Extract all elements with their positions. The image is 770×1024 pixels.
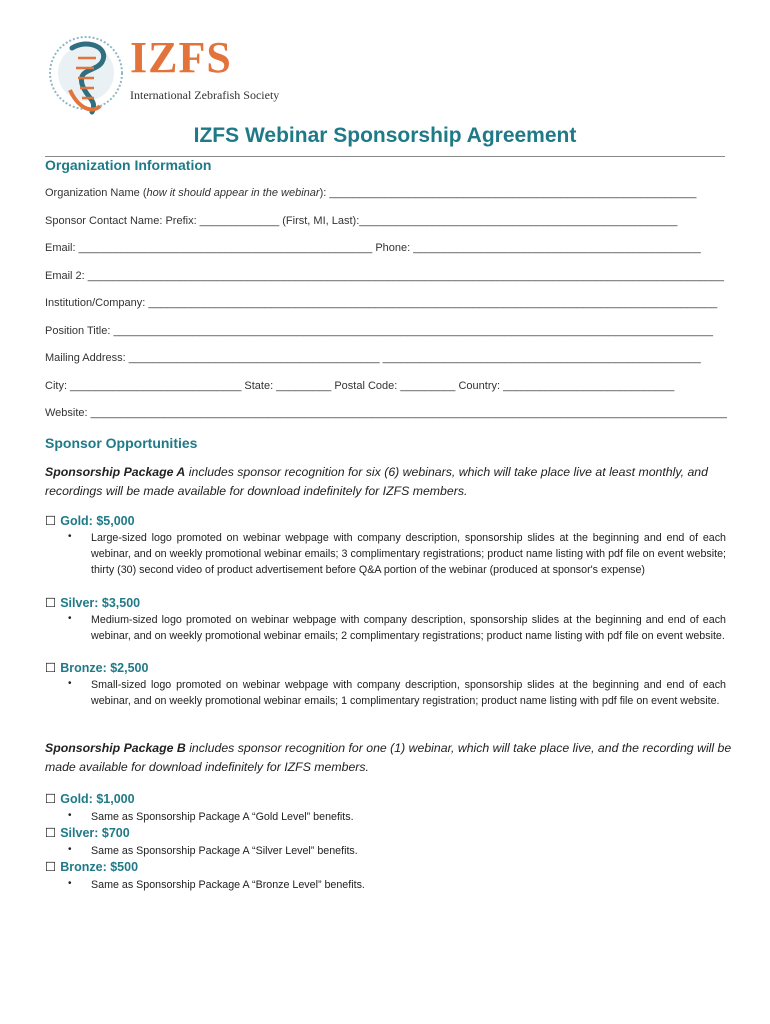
- bullet-icon: •: [68, 810, 72, 821]
- mailing-address-field[interactable]: Mailing Address: _________________________________________ ____________________________________________________: [45, 352, 701, 364]
- package-a-gold-option[interactable]: ☐ Gold: $5,000: [45, 514, 135, 528]
- checkbox-icon[interactable]: ☐: [45, 826, 57, 840]
- bullet-icon: •: [68, 878, 72, 889]
- package-b-silver-option[interactable]: ☐ Silver: $700: [45, 826, 130, 840]
- section-divider: [45, 156, 725, 157]
- opportunities-heading: Sponsor Opportunities: [45, 435, 198, 451]
- website-field[interactable]: Website: ________________________________________________________________________________________________________: [45, 407, 727, 419]
- checkbox-icon[interactable]: ☐: [45, 860, 57, 874]
- package-a-silver-option[interactable]: ☐ Silver: $3,500: [45, 596, 141, 610]
- bullet-icon: •: [68, 531, 72, 542]
- checkbox-icon[interactable]: ☐: [45, 661, 57, 675]
- email-phone-field[interactable]: Email: ________________________________________________ Phone: _______________________________________________: [45, 242, 701, 254]
- package-a-intro: Sponsorship Package A includes sponsor recognition for six (6) webinars, which will take place live at least monthly, and recordings will be made available for download indefinitely for IZFS members.: [45, 465, 708, 498]
- package-a-silver-benefits: Medium-sized logo promoted on webinar webpage with company description, sponsorship slides at the beginning and end of each webinar, and on weekly promotional webinar emails; 2 complimentary registrations; product name listing with pdf file on event website.: [91, 614, 726, 642]
- package-b-bronze-option[interactable]: ☐ Bronze: $500: [45, 860, 139, 874]
- package-b-silver-benefits: Same as Sponsorship Package A “Silver Level” benefits.: [91, 845, 358, 857]
- institution-field[interactable]: Institution/Company: _____________________________________________________________________________________________: [45, 297, 718, 309]
- package-b-intro: Sponsorship Package B includes sponsor recognition for one (1) webinar, which will take place live, and the recording will be made available for download indefinitely for IZFS members.: [45, 741, 732, 774]
- position-title-field[interactable]: Position Title: __________________________________________________________________________________________________: [45, 325, 714, 337]
- package-b-gold-benefits: Same as Sponsorship Package A “Gold Level” benefits.: [91, 811, 354, 823]
- page-title: IZFS Webinar Sponsorship Agreement: [193, 124, 577, 147]
- organization-heading: Organization Information: [45, 157, 212, 173]
- bullet-icon: •: [68, 678, 72, 689]
- logo-subtitle: International Zebrafish Society: [130, 88, 280, 102]
- package-b-bronze-benefits: Same as Sponsorship Package A “Bronze Level” benefits.: [91, 879, 365, 891]
- email2-field[interactable]: Email 2: ________________________________________________________________________________________________________: [45, 270, 725, 282]
- package-a-bronze-benefits: Small-sized logo promoted on webinar webpage with company description, sponsorship slides at the beginning and end of each webinar, and on weekly promotional webinar emails; 1 complimentary registration; product name listing with pdf file on event website.: [91, 679, 726, 707]
- city-state-country-field[interactable]: City: ____________________________ State: _________ Postal Code: _________ Country: ____________________________: [45, 380, 675, 392]
- checkbox-icon[interactable]: ☐: [45, 514, 57, 528]
- logo-wordmark: IZFS: [130, 33, 232, 82]
- package-b-gold-option[interactable]: ☐ Gold: $1,000: [45, 792, 135, 806]
- org-name-field[interactable]: Organization Name (how it should appear in the webinar): ____________________________________________________________: [45, 187, 697, 199]
- bullet-icon: •: [68, 844, 72, 855]
- checkbox-icon[interactable]: ☐: [45, 596, 57, 610]
- contact-name-field[interactable]: Sponsor Contact Name: Prefix: _____________ (First, MI, Last):____________________________________________________: [45, 215, 678, 227]
- package-a-bronze-option[interactable]: ☐ Bronze: $2,500: [45, 661, 149, 675]
- package-a-gold-benefits: Large-sized logo promoted on webinar webpage with company description, sponsorship slides at the beginning and end of each webinar, and on weekly promotional webinar emails; 3 complimentary registrations; product name listing with pdf file on event website; thirty (30) second video of product advertisement before Q&A portion of the webinar (produced at sponsor's expense): [91, 532, 726, 576]
- checkbox-icon[interactable]: ☐: [45, 792, 57, 806]
- bullet-icon: •: [68, 613, 72, 624]
